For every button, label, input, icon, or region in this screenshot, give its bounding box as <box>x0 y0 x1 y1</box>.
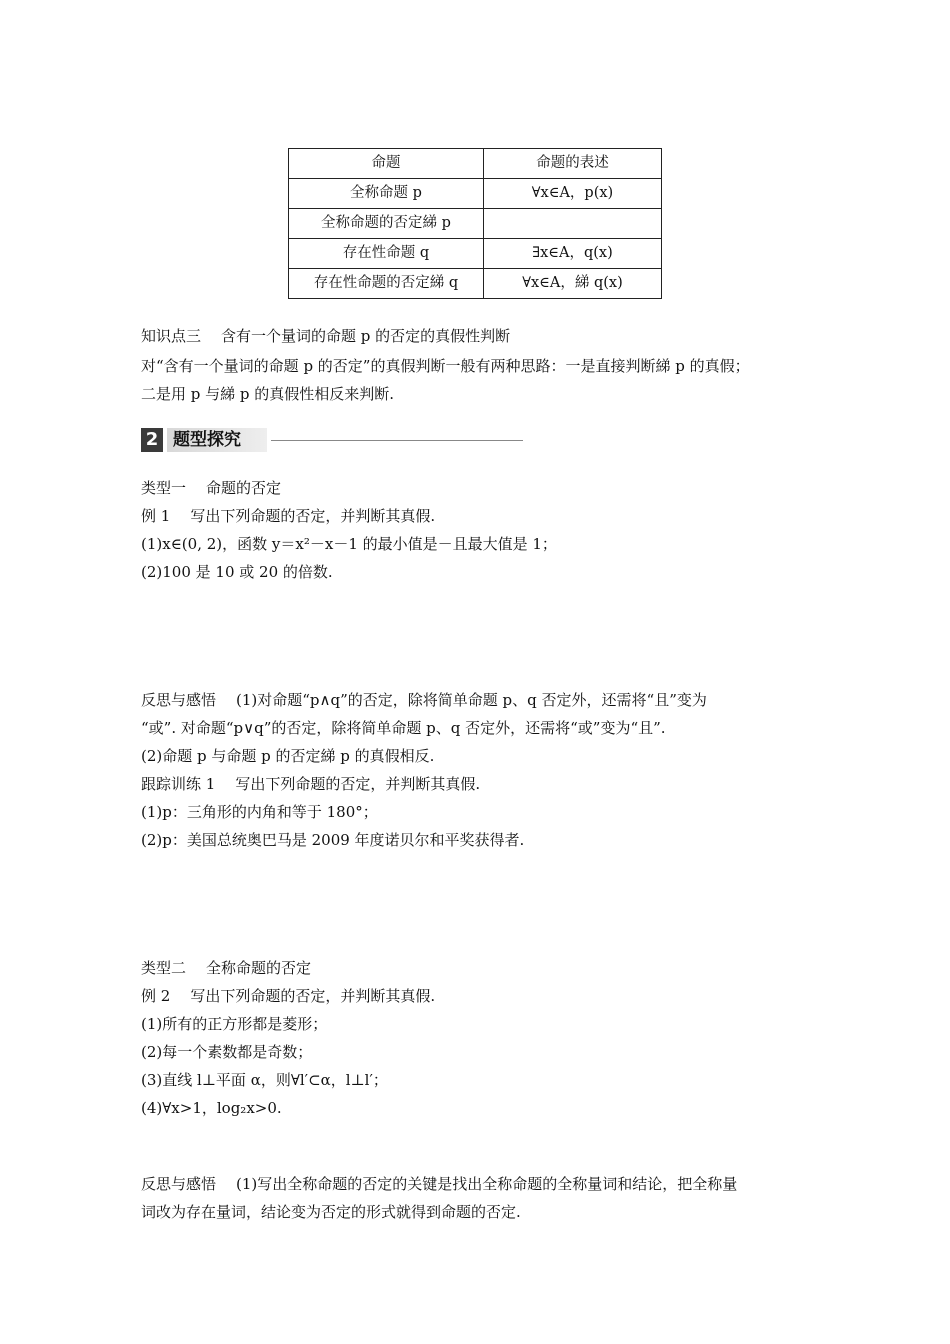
section-number: 2 <box>141 428 163 452</box>
example-item: (1)所有的正方形都是菱形； <box>141 1015 328 1033</box>
track-label: 跟踪训练 1 <box>141 775 216 793</box>
section-divider <box>271 440 523 441</box>
type-2-heading <box>141 958 311 978</box>
example-2-prompt <box>141 986 435 1006</box>
table-cell: ∀x∈A，p(x) <box>484 179 662 209</box>
track-item: (1)p：三角形的内角和等于 180°； <box>141 803 378 821</box>
table-cell: ∀x∈A，綈 q(x) <box>484 269 662 299</box>
example-item: (1)x∈(0, 2)，函数 y＝x²－x－1 的最小值是－且最大值是 1； <box>141 535 557 553</box>
type-1-heading <box>141 478 281 498</box>
section-heading <box>141 428 523 452</box>
type-title: 命题的否定 <box>206 479 282 497</box>
proposition-table <box>288 148 662 299</box>
example-text: 写出下列命题的否定，并判断其真假. <box>190 507 436 525</box>
reflection-label: 反思与感悟 <box>141 1175 217 1193</box>
example-label: 例 2 <box>141 987 171 1005</box>
track-training-1-prompt <box>141 774 480 794</box>
table-row <box>289 239 662 269</box>
paragraph-line: 二是用 p 与綈 p 的真假性相反来判断. <box>141 385 395 403</box>
reflection-2-line <box>141 1174 737 1194</box>
table-header-cell: 命题的表述 <box>484 149 662 179</box>
table-row <box>289 179 662 209</box>
table-header-row <box>289 149 662 179</box>
track-text: 写出下列命题的否定，并判断其真假. <box>235 775 481 793</box>
type-label: 类型一 <box>141 479 187 497</box>
table-cell: 全称命题的否定綈 p <box>289 209 484 239</box>
table-cell: 存在性命题的否定綈 q <box>289 269 484 299</box>
example-text: 写出下列命题的否定，并判断其真假. <box>190 987 436 1005</box>
reflection-line: 词改为存在量词，结论变为否定的形式就得到命题的否定. <box>141 1203 521 1221</box>
section-title: 题型探究 <box>167 428 267 452</box>
knowledge-point-title: 含有一个量词的命题 p 的否定的真假性判断 <box>221 327 511 345</box>
reflection-1-line <box>141 690 707 710</box>
example-item: (3)直线 l⊥平面 α，则∀l′⊂α，l⊥l′； <box>141 1071 388 1089</box>
example-item: (2)每一个素数都是奇数； <box>141 1043 313 1061</box>
reflection-label: 反思与感悟 <box>141 691 217 709</box>
paragraph-line: 对“含有一个量词的命题 p 的否定”的真假判断一般有两种思路：一是直接判断綈 p 的真假； <box>141 357 750 375</box>
example-item: (2)100 是 10 或 20 的倍数. <box>141 563 333 581</box>
table-row <box>289 269 662 299</box>
table-cell <box>484 209 662 239</box>
type-label: 类型二 <box>141 959 187 977</box>
track-item: (2)p：美国总统奥巴马是 2009 年度诺贝尔和平奖获得者. <box>141 831 525 849</box>
table-cell: 存在性命题 q <box>289 239 484 269</box>
reflection-text: (1)写出全称命题的否定的关键是找出全称命题的全称量词和结论，把全称量 <box>236 1175 738 1193</box>
example-item: (4)∀x>1，log₂x>0. <box>141 1099 282 1117</box>
example-label: 例 1 <box>141 507 171 525</box>
knowledge-point-label: 知识点三 <box>141 327 202 345</box>
reflection-line: “或”. 对命题“p∨q”的否定，除将简单命题 p、q 否定外，还需将“或”变为“且”. <box>141 719 666 737</box>
reflection-text: (1)对命题“p∧q”的否定，除将简单命题 p、q 否定外，还需将“且”变为 <box>236 691 707 709</box>
type-title: 全称命题的否定 <box>206 959 312 977</box>
knowledge-point-3-heading <box>141 326 510 346</box>
table-cell: ∃x∈A，q(x) <box>484 239 662 269</box>
table-cell: 全称命题 p <box>289 179 484 209</box>
reflection-line: (2)命题 p 与命题 p 的否定綈 p 的真假相反. <box>141 747 435 765</box>
example-1-prompt <box>141 506 435 526</box>
table-row <box>289 209 662 239</box>
table-header-cell: 命题 <box>289 149 484 179</box>
